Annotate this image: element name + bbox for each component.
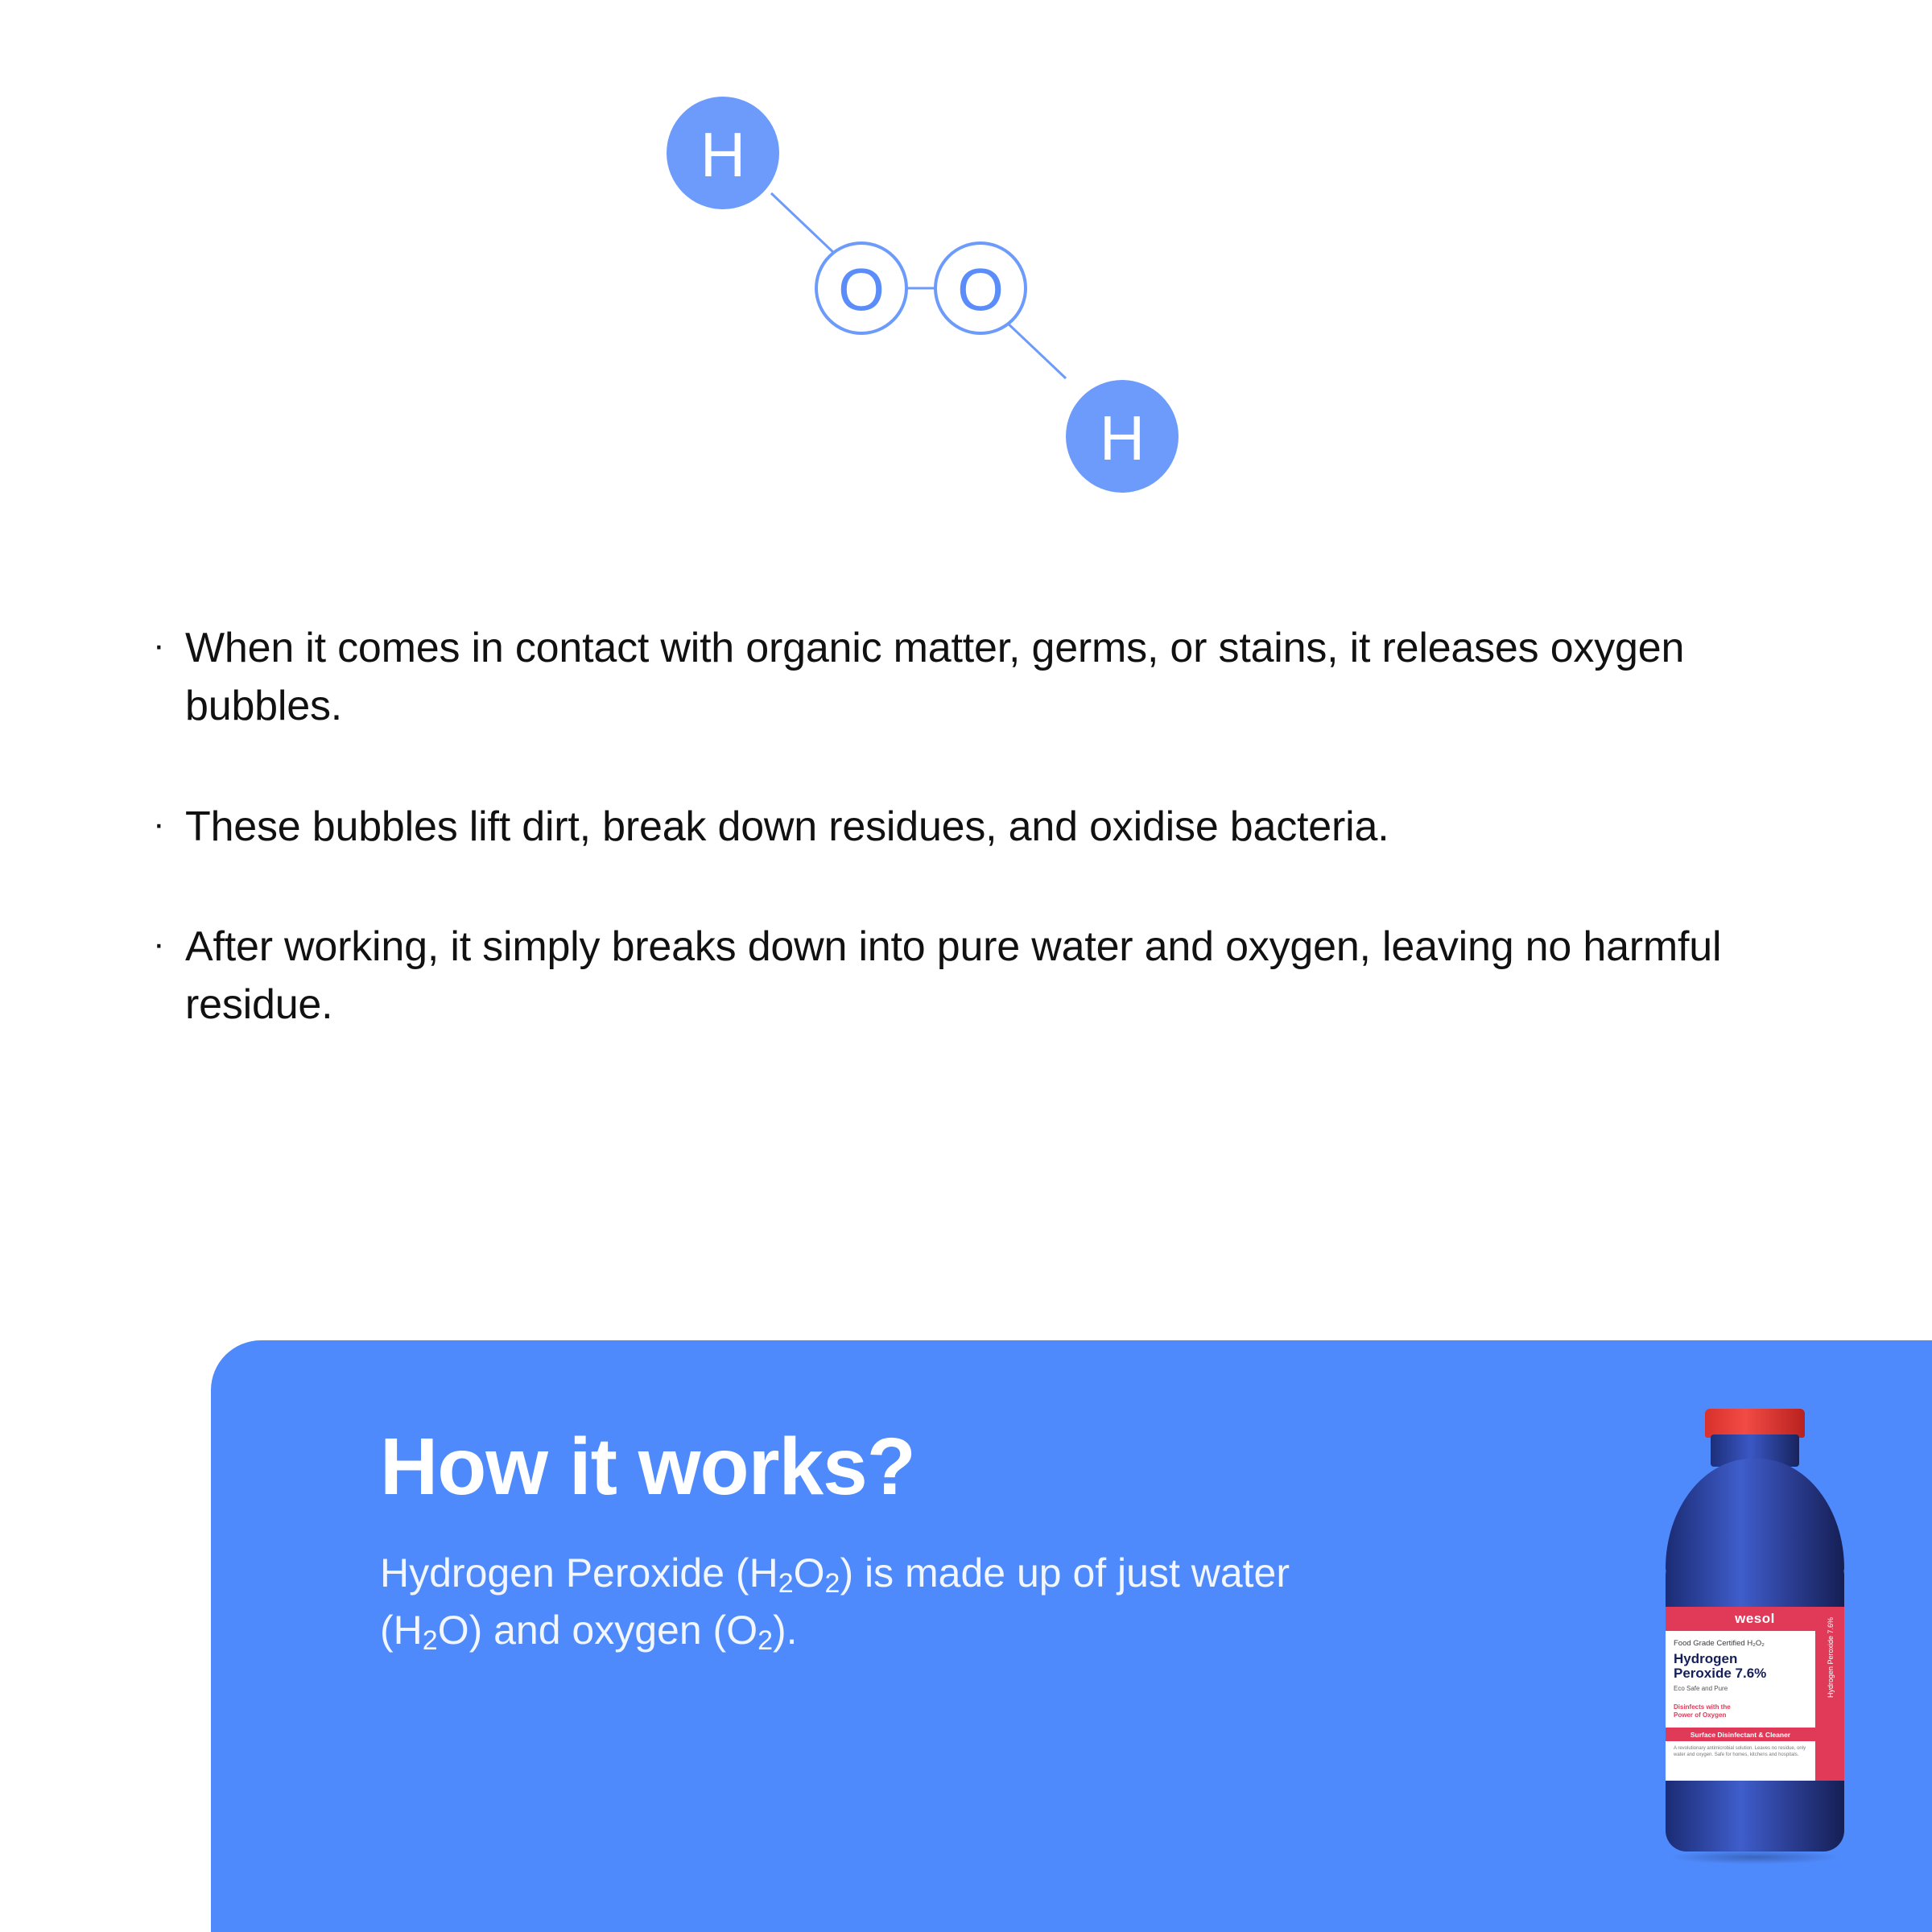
label-claim-line2: Power of Oxygen xyxy=(1674,1711,1727,1719)
bond-h1-o1 xyxy=(771,193,837,256)
label-fine-print: A revolutionary antimicrobial solution. Leaves no residue, only water and oxygen. Safe for homes, kitchens and hospitals. xyxy=(1674,1746,1806,1758)
brand-name: wesol xyxy=(1735,1611,1775,1626)
label-title-line1: Hydrogen xyxy=(1674,1651,1738,1666)
atom-hydrogen-2-label: H xyxy=(1099,402,1146,473)
panel-text-block xyxy=(380,1422,1330,1659)
desc-part-1: Hydrogen Peroxide (H xyxy=(380,1550,778,1596)
bullet-marker-icon: · xyxy=(153,803,165,844)
label-claim-line1: Disinfects with the xyxy=(1674,1703,1731,1711)
list-item xyxy=(153,620,1755,736)
how-it-works-panel xyxy=(211,1340,1932,1932)
bottle-shadow xyxy=(1669,1850,1841,1864)
product-bottle-image xyxy=(1654,1409,1856,1860)
desc-sub-1: 2 xyxy=(778,1568,794,1600)
desc-sub-4: 2 xyxy=(758,1625,774,1657)
page-title: How it works? xyxy=(380,1422,915,1512)
list-item-text: When it comes in contact with organic matter, germs, or stains, it releases oxygen bubbles. xyxy=(185,625,1685,729)
desc-part-5: ). xyxy=(773,1608,798,1653)
benefits-list xyxy=(153,620,1755,1097)
bullet-marker-icon: · xyxy=(153,924,165,964)
label-stripe-text: Surface Disinfectant & Cleaner xyxy=(1690,1730,1791,1739)
label-kicker: Food Grade Certified H₂O₂ xyxy=(1674,1639,1765,1648)
atom-hydrogen-1-label: H xyxy=(700,119,746,190)
list-item-text: After working, it simply breaks down into pure water and oxygen, leaving no harmful residue. xyxy=(185,923,1722,1028)
bond-o2-h2 xyxy=(1005,320,1066,378)
desc-sub-3: 2 xyxy=(422,1625,438,1657)
desc-part-2: O xyxy=(793,1550,825,1596)
desc-sub-2: 2 xyxy=(824,1568,840,1600)
atom-oxygen-1-label: O xyxy=(838,256,885,324)
molecule-diagram xyxy=(0,64,1932,564)
label-stripe xyxy=(1666,1728,1815,1741)
bottle-cap xyxy=(1705,1409,1805,1438)
list-item xyxy=(153,919,1755,1034)
label-side-panel xyxy=(1815,1607,1844,1781)
bullet-marker-icon: · xyxy=(153,625,165,665)
bottle-label xyxy=(1666,1607,1844,1781)
label-subtitle: Eco Safe and Pure xyxy=(1674,1684,1728,1692)
atom-oxygen-2-label: O xyxy=(957,256,1004,324)
desc-part-4: O) and oxygen (O xyxy=(437,1608,758,1653)
desc-part-3: ) is made up of just water (H xyxy=(380,1550,1290,1653)
list-item-text: These bubbles lift dirt, break down residues, and oxidise bacteria. xyxy=(185,803,1389,850)
label-title-line2: Peroxide 7.6% xyxy=(1674,1666,1767,1682)
molecule-svg xyxy=(564,64,1368,515)
label-side-text: Hydrogen Peroxide 7.6% xyxy=(1827,1616,1835,1699)
list-item xyxy=(153,799,1755,857)
panel-description xyxy=(380,1545,1330,1659)
label-claim xyxy=(1674,1703,1731,1719)
